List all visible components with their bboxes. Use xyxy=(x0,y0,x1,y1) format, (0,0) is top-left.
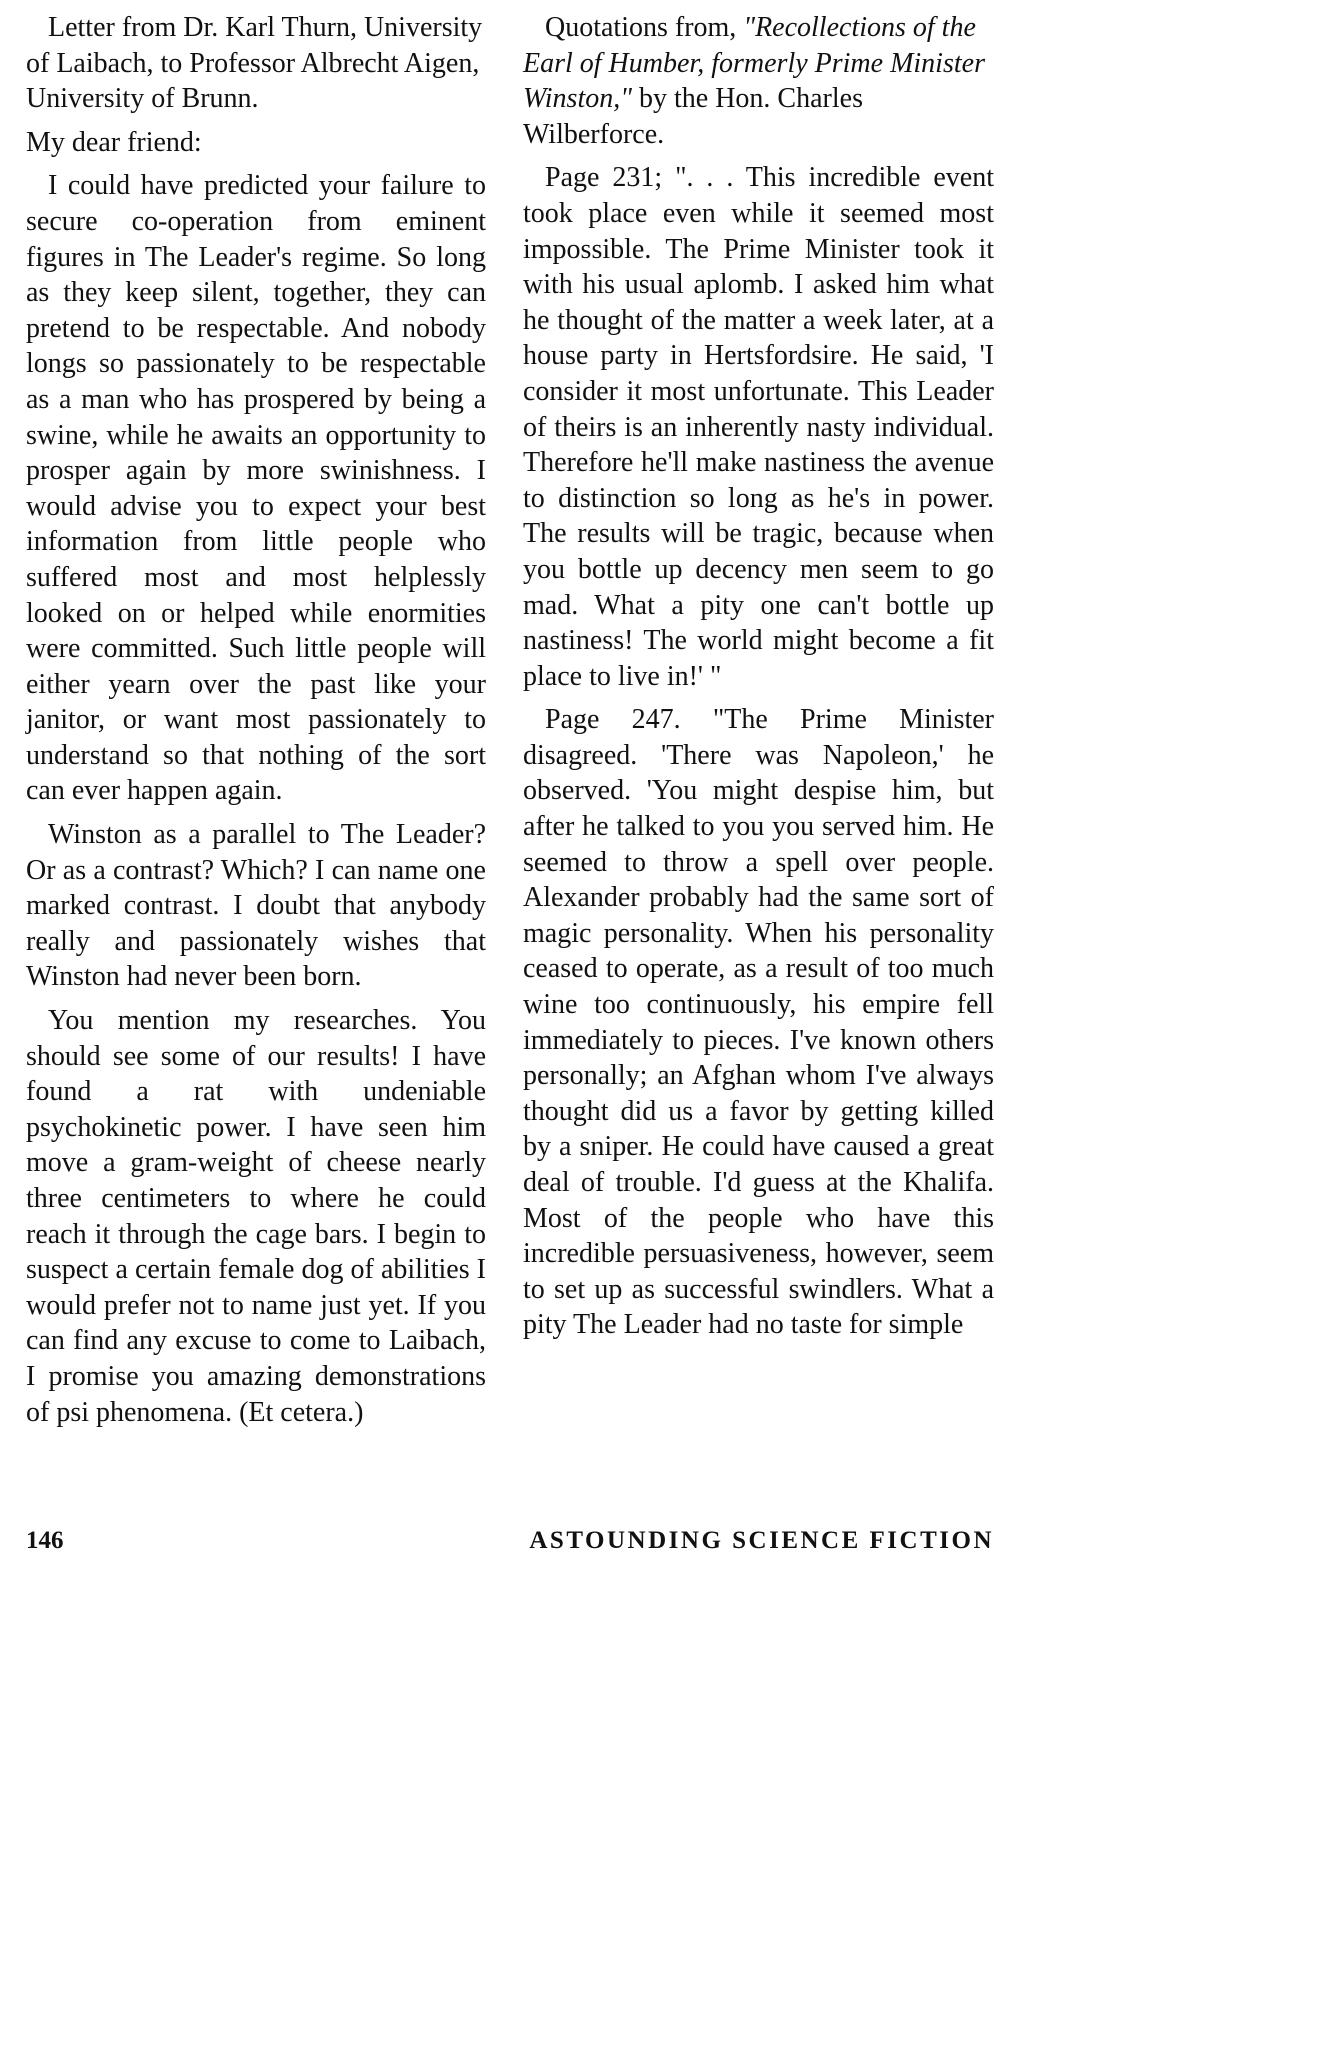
salutation: My dear friend: xyxy=(26,126,202,158)
book-title: "Recollections of the Earl of Humber, formerly Prime Minister Winston," xyxy=(523,12,985,115)
quotation-page-231: Page 231; ". . . This incredible event took place even while it seemed most impossible. The Prime Minister took it with his usual aplomb. I asked him what he thought of the matter a week later, at a house party in Hertsfordsire. He said, 'I consider it most unfortunate. This Leader of theirs is an inherently nasty individual. Therefore he'll make nastiness the avenue to distinction so long as he's in power. The results will be tragic, because when you bottle up decency men seem to go mad. What a pity one can't bottle up nastiness! The world might become a fit place to live in!' " xyxy=(523,162,994,692)
right-column xyxy=(523,10,994,1351)
letter-paragraph-2: Winston as a parallel to The Leader? Or as a contrast? Which? I can name one marked contrast. I doubt that anybody really and passionately wishes that Winston had never been born. xyxy=(26,819,486,993)
running-title: ASTOUNDING SCIENCE FICTION xyxy=(529,1527,994,1554)
letter-heading: Letter from Dr. Karl Thurn, University of Laibach, to Professor Albrecht Aigen, University of Brunn. xyxy=(26,12,483,115)
page-number: 146 xyxy=(26,1527,64,1554)
letter-paragraph-1: I could have predicted your failure to secure co-operation from eminent figures in The Leader's regime. So long as they keep silent, together, they can pretend to be respectable. And nobody longs so passionately to be respectable as a man who has prospered by being a swine, while he awaits an opportunity to prosper again by more swinishness. I would advise you to expect your best information from little people who suffered most and most helplessly looked on or helped while enormities were committed. Such little people will either yearn over the past like your janitor, or want most passionately to understand so that nothing of the sort can ever happen again. xyxy=(26,170,486,807)
letter-paragraph-3: You mention my researches. You should see some of our results! I have found a rat with undeniable psychokinetic power. I have seen him move a gram-weight of cheese nearly three centimeters to where he could reach it through the cage bars. I begin to suspect a certain female dog of abilities I would prefer not to name just yet. If you can find any excuse to come to Laibach, I promise you amazing demonstrations of psi phenomena. (Et cetera.) xyxy=(26,1005,486,1428)
quotation-page-247: Page 247. "The Prime Minister disagreed. 'There was Napoleon,' he observed. 'You might despise him, but after he talked to you you served him. He seemed to throw a spell over people. Alexander probably had the same sort of magic personality. When his personality ceased to operate, as a result of too much wine too continuously, his empire fell immediately to pieces. I've known others personally; an Afghan whom I've always thought did us a favor by getting killed by a sniper. He could have caused a great deal of trouble. I'd guess at the Khalifa. Most of the people who have this incredible persuasiveness, however, seem to set up as successful swindlers. What a pity The Leader had no taste for simple xyxy=(523,704,994,1341)
left-column xyxy=(26,10,486,1438)
heading-suffix: by the Hon. Charles Wilberforce. xyxy=(523,83,863,150)
quotations-heading xyxy=(523,10,994,152)
heading-prefix: Quotations from, xyxy=(545,12,744,43)
